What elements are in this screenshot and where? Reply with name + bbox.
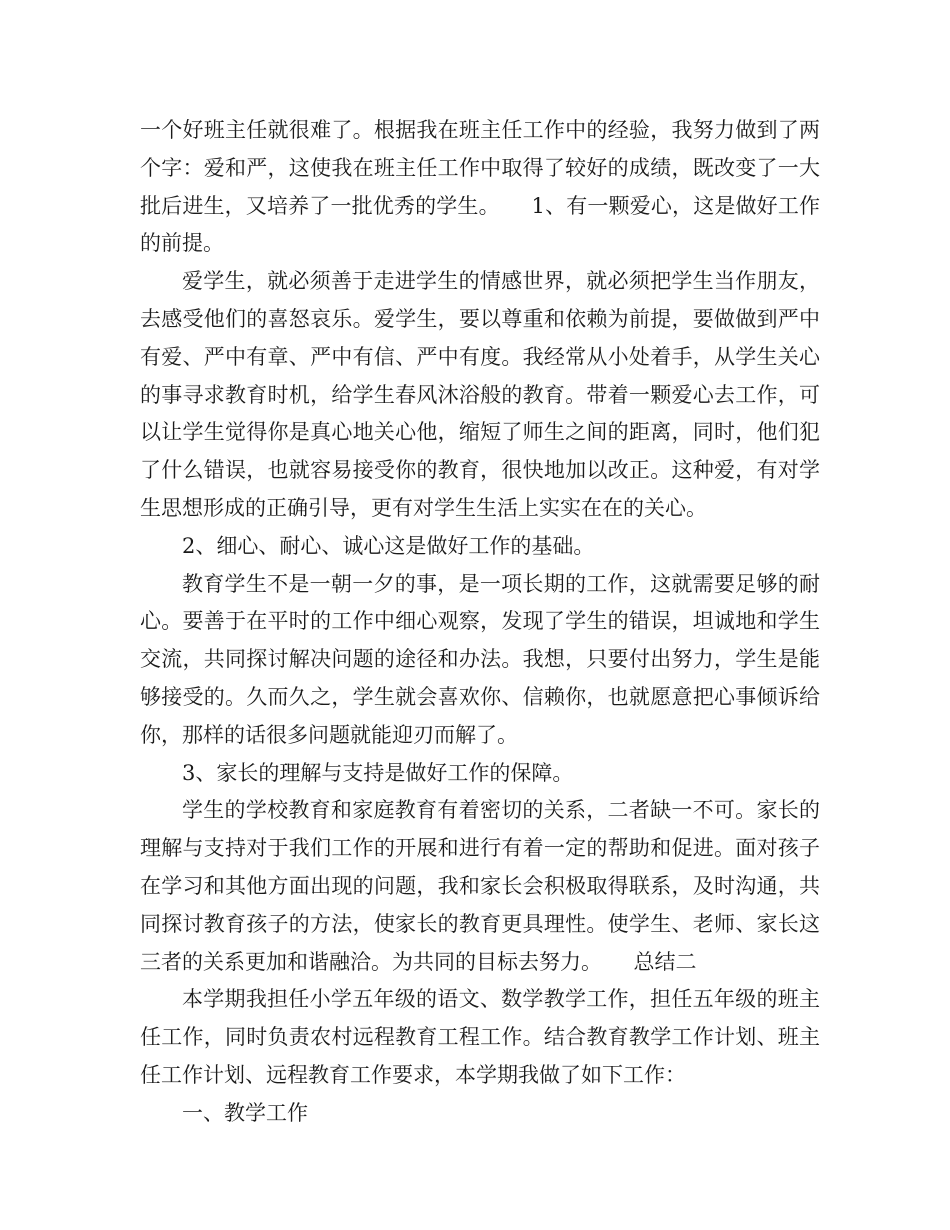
paragraph-semester-duties: 本学期我担任小学五年级的语文、数学教学工作，担任五年级的班主任工作，同时负责农村远程教育工程工作。结合教育教学工作计划、班主任工作计划、远程教育工作要求，本学期我做了如下工作： — [140, 987, 820, 1087]
paragraph-love-students: 爱学生，就必须善于走进学生的情感世界，就必须把学生当作朋友，去感受他们的喜怒哀乐。爱学生，要以尊重和依赖为前提，要做做到严中有爱、严中有章、严中有信、严中有度。我经常从小处着手，从学生关心的事寻求教育时机，给学生春风沐浴般的教育。带着一颗爱心去工作，可以让学生觉得你是真心地关心他，缩短了师生之间的距离，同时，他们犯了什么错误，也就容易接受你的教育，很快地加以改正。这种爱，有对学生思想形成的正确引导，更有对学生生活上实实在在的关心。 — [140, 269, 820, 520]
document-body — [140, 112, 820, 1133]
paragraph-parents: 学生的学校教育和家庭教育有着密切的关系，二者缺一不可。家长的理解与支持对于我们工作的开展和进行有着一定的帮助和促进。面对孩子在学习和其他方面出现的问题，我和家长会积极取得联系，及时沟通，共同探讨教育孩子的方法，使家长的教育更具理性。使学生、老师、家长这三者的关系更加和谐融洽。为共同的目标去努力。 总结二 — [140, 798, 820, 974]
paragraph-teaching-heading: 一、教学工作 — [182, 1100, 308, 1125]
paragraph-heading-3: 3、家长的理解与支持是做好工作的保障。 — [182, 760, 574, 785]
paragraph-heading-2: 2、细心、耐心、诚心这是做好工作的基础。 — [182, 533, 595, 558]
paragraph-patience: 教育学生不是一朝一夕的事，是一项长期的工作，这就需要足够的耐心。要善于在平时的工作中细心观察，发现了学生的错误，坦诚地和学生交流，共同探讨解决问题的途径和办法。我想，只要付出努力，学生是能够接受的。久而久之，学生就会喜欢你、信赖你，也就愿意把心事倾诉给你，那样的话很多问题就能迎刃而解了。 — [140, 571, 820, 747]
paragraph-intro: 一个好班主任就很难了。根据我在班主任工作中的经验，我努力做到了两个字：爱和严，这使我在班主任工作中取得了较好的成绩，既改变了一大批后进生，又培养了一批优秀的学生。 1、有一颗爱心，这是做好工作的前提。 — [140, 118, 820, 256]
